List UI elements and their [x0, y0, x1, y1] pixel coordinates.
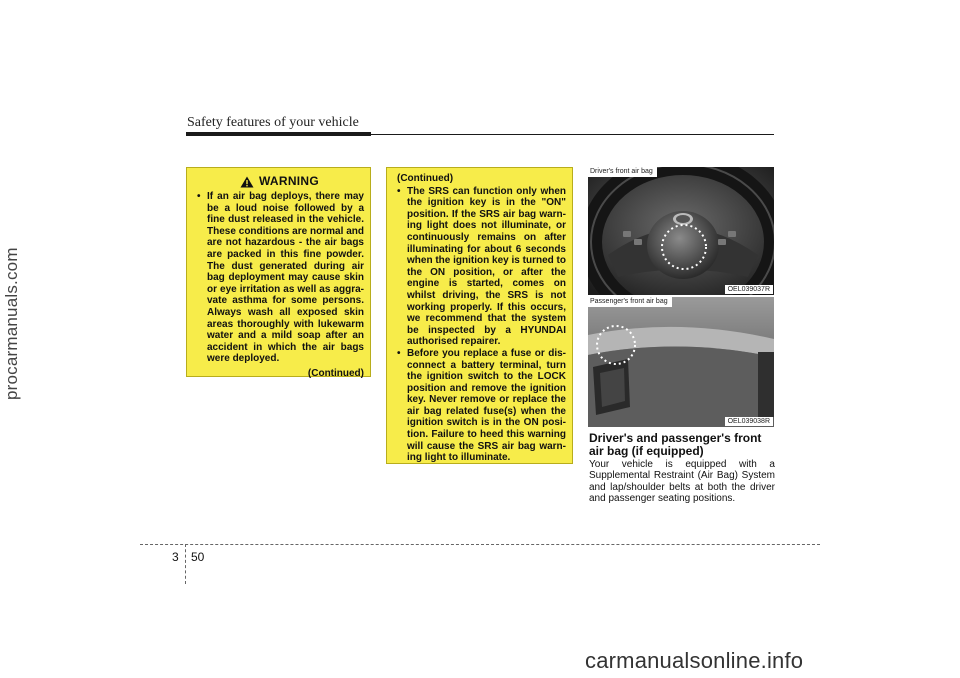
warning-title: WARNING	[258, 174, 320, 189]
continued-item: • Before you replace a fuse or dis-connect a battery terminal, turn the ignition switch to the LOCK position and remove the ignition key. Never remove or replace the air bag related fuse(s) when the ignition switch is in the ON posi-tion. Failure to heed this warning will cause the SRS air bag warn-ing light to illuminate.	[395, 348, 566, 464]
warning-header	[195, 176, 364, 188]
side-watermark	[2, 247, 22, 400]
warning-list	[195, 191, 364, 365]
section-body: Your vehicle is equipped with a Supplemental Restraint (Air Bag) System and lap/shoulder belts at both the driver and passenger seating positions.	[589, 459, 775, 505]
page-number: 50	[191, 550, 205, 564]
continued-label: (Continued)	[397, 173, 454, 184]
chapter-number: 3	[172, 550, 179, 564]
photo-label: Driver's front air bag	[588, 167, 657, 177]
continued-item: • The SRS can function only when the ignition key is in the "ON" position. If the SRS air bag warn-ing light does not illuminate, or continuously remains on after illuminating for about 6 seconds when the ignition key is turned to the ON position, or after the engine is started, comes on whilst driving, the SRS is not working properly. If this occurs, we recommend that the system be inspected by a HYUNDAI authorised repairer.	[395, 186, 566, 348]
continued-list	[395, 186, 566, 464]
photo-code: OEL039037R	[725, 285, 773, 294]
footer-divider	[185, 544, 186, 584]
footer-rule	[140, 544, 820, 545]
side-watermark-text: procarmanuals.com	[2, 247, 21, 400]
page-header-title: Safety features of your vehicle	[187, 115, 359, 130]
dashboard-illustration	[588, 297, 774, 427]
photo-code: OEL039038R	[725, 417, 773, 426]
warning-box	[186, 167, 371, 377]
section-heading: Driver's and passenger's front air bag (if equipped)	[589, 431, 762, 458]
header-rule-thin	[371, 134, 774, 135]
bottom-watermark: carmanualsonline.info	[585, 648, 804, 673]
steering-wheel-illustration	[588, 167, 774, 295]
passenger-airbag-photo	[588, 297, 774, 427]
warning-continued: (Continued)	[307, 367, 364, 379]
warning-triangle-icon	[240, 176, 254, 188]
header-rule-thick	[186, 132, 371, 136]
continued-warning-box	[386, 167, 573, 464]
warning-item: • If an air bag deploys, there may be a loud noise followed by a fine dust released in the vehicle. These conditions are normal and are not hazardous - the air bags are packed in this fine powder. The dust generated during air bag deployment may cause skin or eye irritation as well as aggra-vate asthma for some persons. Always wash all exposed skin areas thoroughly with lukewarm water and a mild soap after an accident in which the air bags were deployed.	[195, 191, 364, 365]
driver-airbag-photo	[588, 167, 774, 295]
photo-label: Passenger's front air bag	[588, 297, 672, 307]
